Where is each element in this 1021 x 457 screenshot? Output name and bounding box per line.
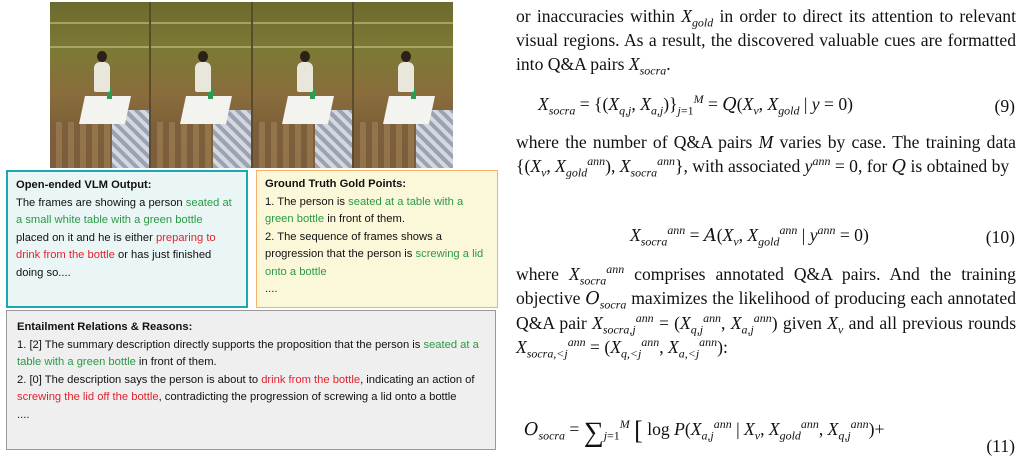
entailment-1-text: 1. [2] The summary description directly supports the proposition that the person is [17,338,424,351]
paragraph-2-d: 0, for [849,156,888,176]
vlm-output-title: Open-ended VLM Output: [16,179,152,191]
video-frame-2 [151,2,250,168]
equation-9-number: (9) [994,96,1015,116]
paragraph-2-b: varies by case. The training data [779,132,1016,152]
equation-11: $O_{socra} = \sum_{j=1}^M$ [ $\log P(X_{a,j}^{ann}$ | $X_v$, $X_{gold}^{ann}$, $X_{q,j}^{ann})+$ [524,416,885,448]
gold-point-2-highlight: screwing a lid onto a bottle [265,248,484,278]
entailment-2-wrong-2: screwing the lid off the bottle [17,391,159,403]
paragraph-3-e: and all previous rounds [848,313,1017,333]
video-frame-1 [50,2,149,168]
entailment-2-wrong-1: drink from the bottle [261,373,361,386]
entailment-box [6,310,496,450]
paragraph-3: where $X_{socra}^{ann}$ comprises annotated Q&A pairs. And the training objective $O_{socra}$ maximizes the likelihood of producing each annotated Q&A pair $X_{socra,j}^{ann} = (X_{q,j}^{ann}$, $X_{a,j}^{ann}$) given $X_v$ and all previous rounds $X_{socra,<j}^{ann} = (X_{q,<j}^{ann}$, $X_{a,<j}^{ann}$): [516,262,1017,361]
video-frame-4 [354,2,453,168]
gold-points-box [256,170,498,308]
entailment-ellipsis: .... [17,408,30,421]
paragraph-3-b: comprises annotated Q&A pairs. And the training objective [516,264,1016,308]
entailment-2-end: , contradicting the progression of screwing a lid onto a bottle [158,391,457,403]
paragraph-1-start: or inaccuracies within [516,6,675,26]
paragraph-2: where the number of Q&A pairs M varies by case. The training data {($X_v$, $X_{gold}^{ann}$), $X_{socra}^{ann}$}, with associated $y^{ann} = 0$, for Q is obtained by [516,132,1016,180]
entailment-1-highlight: seated at a table with a green bottle [17,338,479,368]
entailment-1-end: in front of them. [135,356,217,368]
entailment-2-mid: , indicating an action of [360,373,475,386]
vlm-output-box [6,170,248,308]
vlm-wrong-span: preparing to drink from the bottle [16,231,216,261]
vlm-correct-span: seated at a small white table with a green bottle [16,196,232,226]
gold-point-2-text: 2. The sequence of frames shows a progression that the person is [265,230,443,260]
paragraph-2-e: is obtained by [910,156,1010,176]
paragraph-3-c: maximizes the likelihood of producing each annotated Q&A pair [516,288,1016,333]
video-frames-strip [50,2,453,168]
paragraph-1: or inaccuracies within $X_{gold}$ in order to direct its attention to relevant visual regions. As a result, the discovered valuable cues are formatted into Q&A pairs $X_{socra}$. [516,6,1016,78]
gold-point-1-highlight: seated at a table with a green bottle [265,195,464,225]
equation-11-number: (11) [986,436,1015,456]
gold-ellipsis: .... [265,283,278,295]
gold-points-title: Ground Truth Gold Points: [265,178,407,190]
paragraph-2-a: where the number of Q&A pairs [516,132,753,152]
vlm-text-2: placed on it and he is either [16,231,156,244]
entailment-2-text: 2. [0] The description says the person is about to [17,373,262,386]
gold-point-1-text: 1. The person is [265,195,349,208]
vlm-text-1: The frames are showing a person [16,196,186,209]
equation-10: $X_{socra}^{ann} = A(X_v$, $X_{gold}^{ann}$ | $y^{ann} = 0$) [630,223,869,249]
video-frame-3 [253,2,352,168]
paragraph-2-c: , with associated [683,156,801,176]
paragraph-3-a: where [516,264,559,284]
paragraph-1-body: in order to direct its attention to relevant visual regions. As a result, the discovered valuable cues are formatted into Q&A pairs [516,6,1016,74]
paragraph-3-d: given [782,313,822,333]
vlm-text-3: or has just finished doing so.... [16,249,212,279]
gold-point-1-end: in front of them. [324,213,405,225]
equation-10-number: (10) [985,227,1015,247]
equation-9: $X_{socra} = \{(X_{q,j}$, $X_{a,j})\}_{j=1}^M = Q(X_v$, $X_{gold}$ | y = 0) [538,92,853,118]
entailment-title: Entailment Relations & Reasons: [17,321,193,333]
